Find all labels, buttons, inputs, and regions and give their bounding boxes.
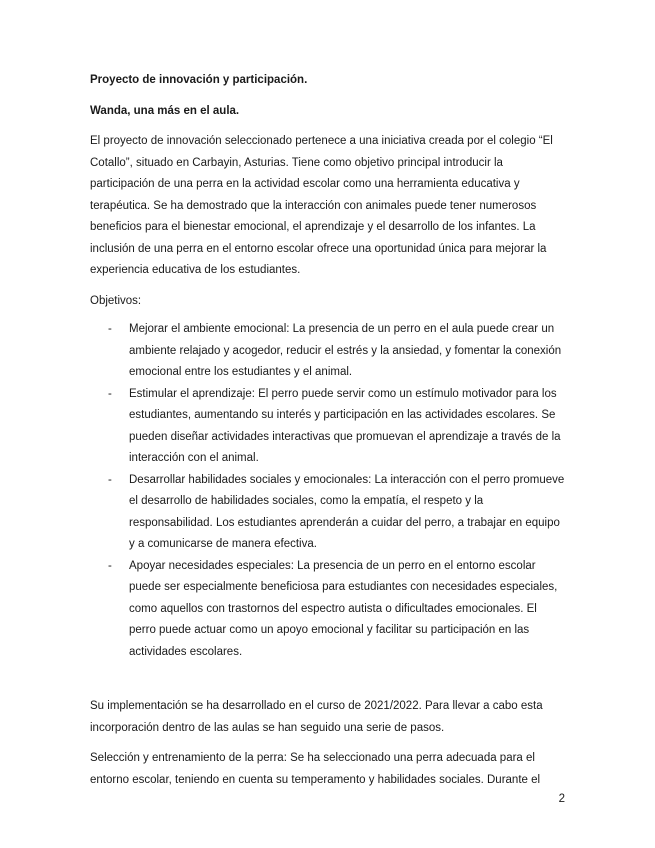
document-subtitle: Wanda, una más en el aula. — [90, 104, 240, 117]
objectives-list — [90, 319, 565, 663]
list-item — [108, 556, 565, 664]
dash-bullet-marker: - — [108, 559, 112, 572]
list-item-text: Mejorar el ambiente emocional: La presencia de un perro en el aula puede crear un ambiente relajado y acogedor, reducir el estrés y la ansiedad, y fomentar la conexión emocional entre los estudiantes y el animal. — [129, 323, 562, 378]
list-item — [108, 384, 565, 470]
list-item — [108, 470, 565, 556]
list-item — [108, 319, 565, 384]
list-item-text: Estimular el aprendizaje: El perro puede servir como un estímulo motivador para los estudiantes, aumentando su interés y participación en las actividades escolares. Se pueden diseñar actividades interactivas que promuevan el aprendizaje a través de la interacción con el animal. — [129, 387, 561, 464]
page-number: 2 — [558, 792, 565, 805]
objectives-heading: Objetivos: — [90, 294, 142, 307]
intro-paragraph: El proyecto de innovación seleccionado pertenece a una iniciativa creada por el colegio “El Cotallo”, situado en Carbayin, Asturias. Tiene como objetivo principal introducir la participación de una perra en la actividad escolar como una herramienta educativa y terapéutica. Se ha demostrado que la interacción con animales puede tener numerosos beneficios para el bienestar emocional, el aprendizaje y el desarrollo de los infantes. La inclusión de una perra en el entorno escolar ofrece una oportunidad única para mejorar la experiencia educativa de los estudiantes. — [90, 135, 553, 276]
document-title: Proyecto de innovación y participación. — [90, 74, 308, 86]
dash-bullet-marker: - — [108, 323, 112, 335]
dash-bullet-marker: - — [108, 473, 112, 486]
list-item-text: Apoyar necesidades especiales: La presencia de un perro en el entorno escolar puede ser especialmente beneficiosa para estudiantes con necesidades especiales, como aquellos con trastornos del espectro autista o dificultades emocionales. El perro puede actuar como un apoyo emocional y facilitar su participación en las actividades escolares. — [129, 559, 558, 658]
implementation-paragraph: Su implementación se ha desarrollado en el curso de 2021/2022. Para llevar a cabo esta incorporación dentro de las aulas se han seguido una serie de pasos. — [90, 700, 543, 734]
selection-paragraph: Selección y entrenamiento de la perra: Se ha seleccionado una perra adecuada para el entorno escolar, teniendo en cuenta su temperamento y habilidades sociales. Durante el — [90, 752, 541, 786]
dash-bullet-marker: - — [108, 387, 112, 400]
list-item-text: Desarrollar habilidades sociales y emocionales: La interacción con el perro promueve el desarrollo de habilidades sociales, como la empatía, el respeto y la responsabilidad. Los estudiantes aprenderán a cuidar del perro, a trabajar en equipo y a comunicarse de manera efectiva. — [129, 473, 565, 550]
